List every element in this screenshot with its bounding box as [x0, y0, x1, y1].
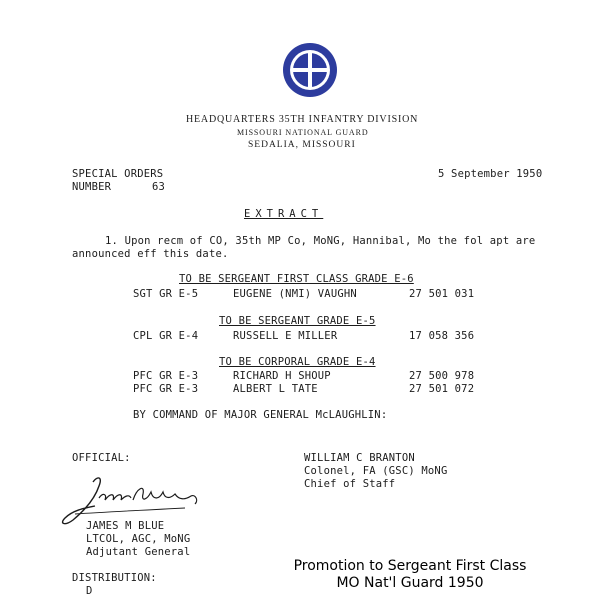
official-name: JAMES M BLUE: [86, 520, 165, 532]
row-serial: 27 500 978: [409, 370, 475, 382]
row-grade: SGT GR E-5: [133, 288, 199, 300]
header-guard: MISSOURI NATIONAL GUARD: [237, 128, 369, 137]
row-name: EUGENE (NMI) VAUGHN: [233, 288, 357, 300]
row-serial: 27 501 072: [409, 383, 475, 395]
chief-name: WILLIAM C BRANTON: [304, 452, 415, 464]
caption-line-2: MO Nat'l Guard 1950: [336, 575, 484, 591]
official-label: OFFICIAL:: [72, 452, 131, 464]
chief-rank: Colonel, FA (GSC) MoNG: [304, 465, 448, 477]
paragraph-line-1: 1. Upon recm of CO, 35th MP Co, MoNG, Hannibal, Mo the fol apt are: [105, 235, 536, 247]
row-grade: CPL GR E-4: [133, 330, 199, 342]
special-orders-label: SPECIAL ORDERS: [72, 168, 164, 180]
extract-title: EXTRACT: [244, 208, 324, 220]
command-line: BY COMMAND OF MAJOR GENERAL McLAUGHLIN:: [133, 409, 388, 421]
santa-fe-cross-icon: [282, 42, 338, 98]
header-unit: HEADQUARTERS 35TH INFANTRY DIVISION: [186, 114, 419, 125]
row-grade: PFC GR E-3: [133, 383, 199, 395]
official-rank: LTCOL, AGC, MoNG: [86, 533, 191, 545]
order-date: 5 September 1950: [438, 168, 543, 180]
row-serial: 27 501 031: [409, 288, 475, 300]
section-heading: TO BE CORPORAL GRADE E-4: [219, 356, 376, 368]
row-name: RUSSELL E MILLER: [233, 330, 338, 342]
distribution-label: DISTRIBUTION:: [72, 572, 157, 584]
row-name: ALBERT L TATE: [233, 383, 318, 395]
row-grade: PFC GR E-3: [133, 370, 199, 382]
order-number: 63: [152, 181, 166, 193]
paragraph-line-2: announced eff this date.: [72, 248, 229, 260]
distribution-value: D: [86, 585, 93, 597]
division-emblem: [282, 42, 338, 98]
order-number-label: NUMBER: [72, 181, 112, 193]
official-title: Adjutant General: [86, 546, 191, 558]
chief-title: Chief of Staff: [304, 478, 396, 490]
section-heading: TO BE SERGEANT FIRST CLASS GRADE E-6: [179, 273, 414, 285]
row-serial: 17 058 356: [409, 330, 475, 342]
header-location: SEDALIA, MISSOURI: [248, 140, 356, 150]
caption-line-1: Promotion to Sergeant First Class: [293, 558, 527, 574]
row-name: RICHARD H SHOUP: [233, 370, 331, 382]
section-heading: TO BE SERGEANT GRADE E-5: [219, 315, 376, 327]
